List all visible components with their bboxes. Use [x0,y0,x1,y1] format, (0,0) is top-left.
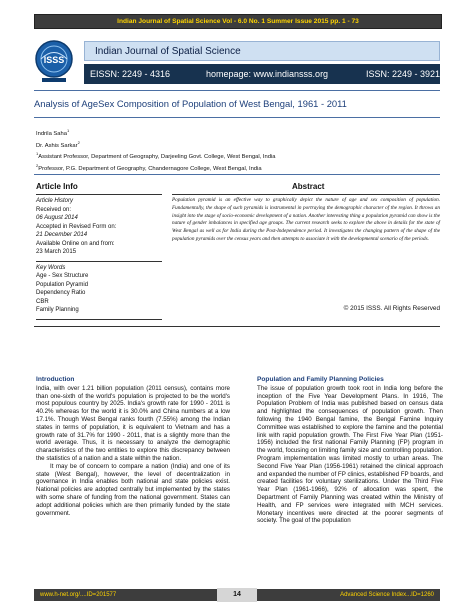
issn-text: ISSN: 2249 - 3921 [366,69,441,79]
keyword: CBR [36,298,49,305]
footer-left-link[interactable]: www.h-net.org/....ID=201577 [40,592,117,598]
right-column [257,376,443,525]
divider [34,90,440,91]
journal-masthead [34,38,440,84]
footer-right-link[interactable]: Advanced Science Index...ID=1260 [340,592,434,598]
paragraph: It may be of concern to compare a nation (India) and one of its state (West Bengal), however, the level of decentralization in governance in India enables both national and state policies exist. National policies are adopted centrally but implemented by the states with some share of funding from the national government. States can adopt additional policies which are then primarily funded by the state government. [36,462,230,517]
eissn-text: EISSN: 2249 - 4316 [90,69,171,79]
logo-text: ISSS [43,55,65,65]
abstract-heading: Abstract [292,182,325,191]
received-date: 06 August 2014 [36,215,78,221]
left-column [36,376,230,517]
journal-volume-bar: Indian Journal of Spatial Science Vol - 6.0 No. 1 Summer Issue 2015 pp. 1 - 73 [34,14,442,29]
paragraph: India, with over 1.21 billion population (2011 census), contains more than one-sixth of the world's population is projected to be the world's most populous country by 2025. India's growth rate for 1990 - 2011 is 40.2% whereas for the world it is 30.0% and China numbers at a low 17.1%. Though West Bengal ranks fourth (7.55%) among the Indian states in terms of population, it is equivalent to Vietnam and has a growth rate of 31.7% for 1990 - 2011, that is a slightly more than the world average. Thus, it is necessary to analyze the demographic characteristics of the two entities to explore this discrepancy between the statistics of a nation and a state within the nation. [36,384,230,462]
received-label: Received on: [36,206,72,213]
abstract-text: Population pyramid is an effective way to graphically depict the nature of age and sex composition of population. Fundamentally, the shape of such pyramids is instrumental in portraying the demographic character of the region. It throws an insight into the stage of socio-economic development of a nation. Another interesting thing a population pyramid can show is the nature of gender imbalances in specified age groups. The current research seeks to explore the above in details for the state of West Bengal as well as for India during the Post-Independence period. It investigates the changing pattern of the shape of the population pyramids over the census years and then attempts to associate it with the developmental scenario of the periods. [172,197,440,242]
divider [34,117,440,118]
accepted-date: 21 December 2014 [36,232,88,238]
affiliation: $^1$Assistant Professor, Department of Geography, Darjeeling Govt. College, West Bengal, India [36,151,276,160]
author-block [36,127,276,173]
journal-info-bar [84,64,440,84]
divider [34,174,440,175]
article-info-heading: Article Info [36,182,78,191]
keyword: Family Planning [36,307,79,313]
available-date: 23 March 2015 [36,249,77,255]
divider [34,326,440,327]
accepted-label: Accepted in Revised Form on: [36,223,117,230]
divider [36,194,162,195]
keyword: Dependency Ratio [36,290,86,296]
divider [172,194,440,195]
introduction-heading: Introduction [36,376,75,383]
affiliation: $^2$Professor, P.G. Department of Geography, Chandernagore College, West Bengal, India [36,162,262,172]
paragraph: The issue of population growth took root in India long before the inception of the Five Year Development Plans. In 1916, The Population Problem of India was published based on census data and highlighted the consequences of population growth. Then following the 1940 Bengal famine, the Bengal Famine Inquiry Committee was established to explore the famine and the potential link with rapid population growth. The First Five Year Plan (1951-1956) included the first national Family Planning (FP) program in the world, focusing on limiting family size and controlling population. Program implementation was limited mostly to urban areas. The Second Five Year Plan (1956-1961) retained the clinical approach and expanded the number of FP clinics, established FP boards, and created facilities for voluntary sterilizations. Under the Third Five Year Plan (1961-1966), 92% of allocation was spent, the Department of Family Planning was created within the Ministry of Health, and FP services were integrated with MCH services. Monetary incentives were directed at the poorer segments of society. The goal of the population [257,384,443,525]
copyright-text: © 2015 ISSS. All Rights Reserved [343,305,440,312]
journal-name: Indian Journal of Spatial Science [84,41,440,61]
keywords-heading: Key Words [36,264,66,271]
article-history-label: Article History [36,198,74,204]
article-info [36,197,162,320]
homepage-link[interactable]: homepage: www.indiansss.org [206,69,329,79]
keyword: Population Pyramid [36,281,89,288]
article-title: Analysis of AgeSex Composition of Population of West Bengal, 1961 - 2011 [34,98,347,109]
section-heading: Population and Family Planning Policies [257,376,384,383]
author-name: Dr. Ashis Sarkar$^2$ [36,139,80,149]
page-number: 14 [217,588,257,602]
isss-logo-icon [34,38,74,84]
available-label: Available Online on and from: [36,240,115,247]
author-name: Indrila Saha$^1$ [36,128,70,137]
keyword: Age - Sex Structure [36,273,89,279]
